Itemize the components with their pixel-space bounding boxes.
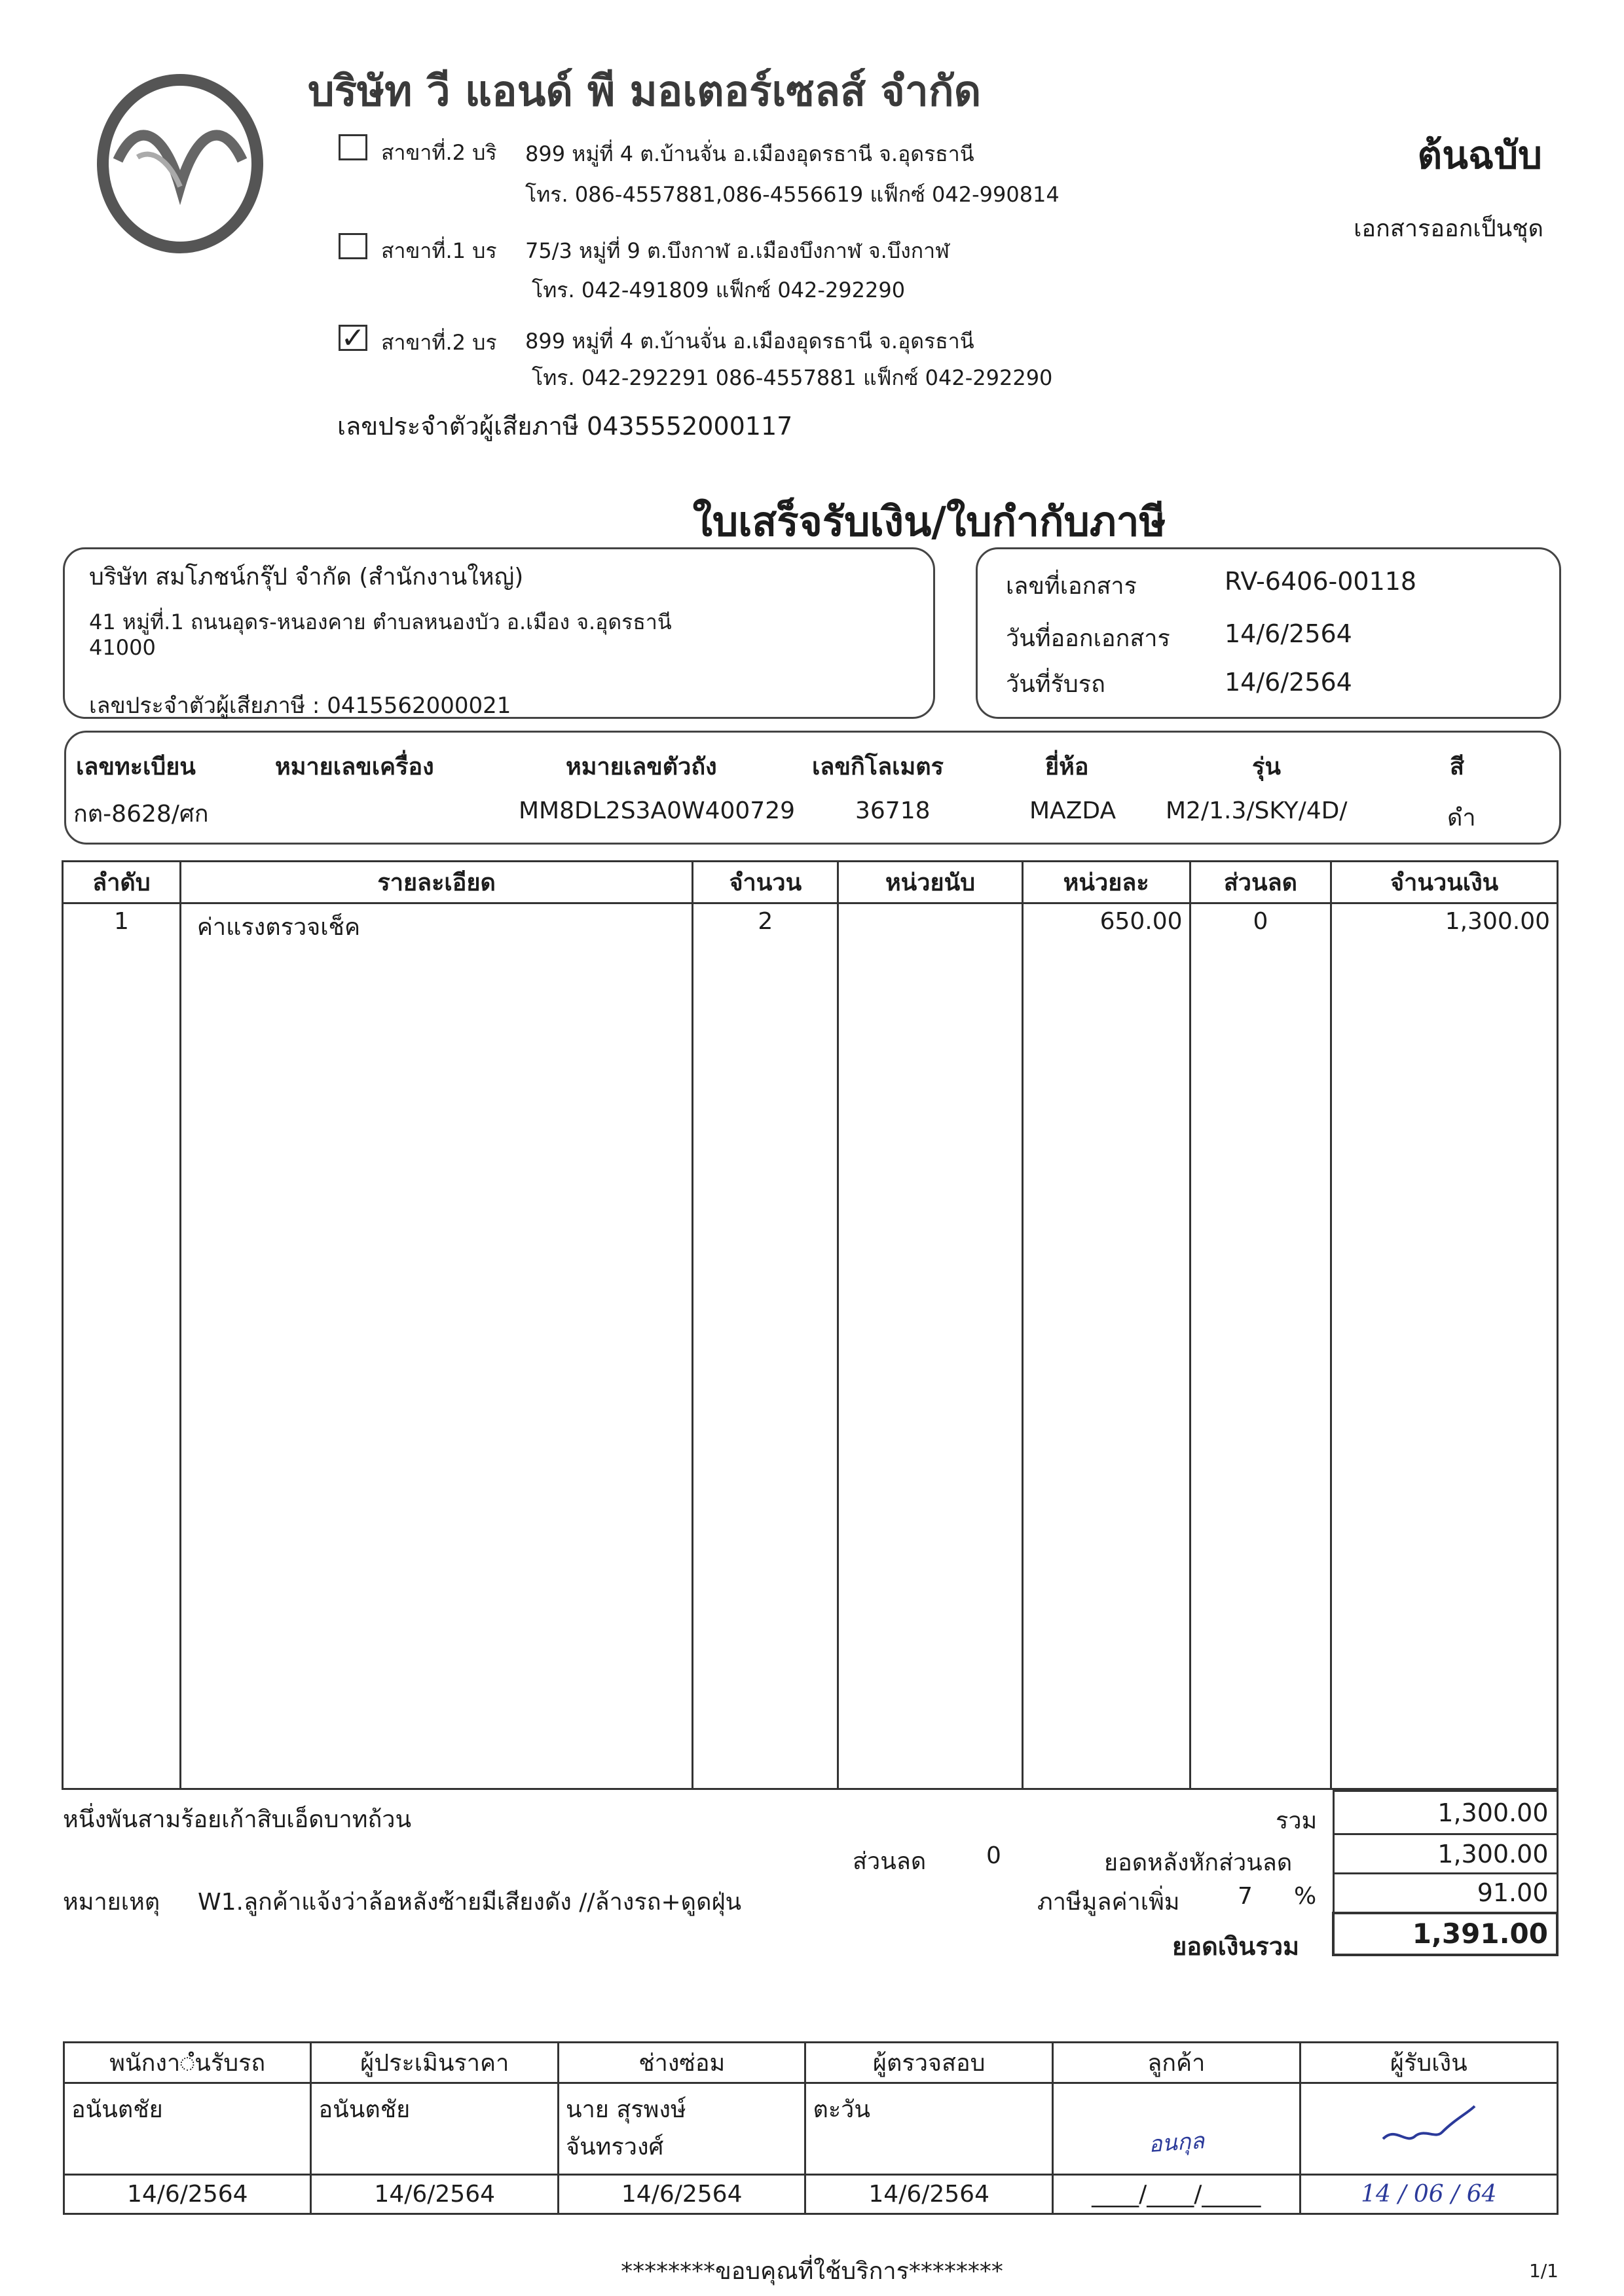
branch-address-1: 899 หมู่ที่ 4 ต.บ้านจั่น อ.เมืองอุดรธานี จ.อุดรธานี [525,141,974,166]
sig-name-estimator [311,2083,558,2175]
document-set-label: เอกสารออกเป็นชุด [1354,215,1543,242]
col-qty: จำนวน [693,862,838,903]
col-no: ลำดับ [63,862,181,903]
customer-tax-id: เลขประจำตัวผู้เสียภาษี : 0415562000021 [89,693,511,719]
customer-handwritten-signature: อนกุล [1147,2127,1206,2158]
document-title: ใบเสร็จรับเงิน/ใบกำกับภาษี [692,498,1166,545]
thank-you-footer: ********ขอบคุณที่ใช้บริการ******** [621,2258,1003,2285]
after-discount-value: 1,300.00 [1333,1834,1557,1874]
grand-total-value: 1,391.00 [1333,1913,1557,1955]
item-unit-price: 650.00 [1022,903,1190,1789]
sig-date-customer: ____/____/_____ [1052,2175,1300,2214]
item-amount: 1,300.00 [1331,903,1558,1789]
sig-name-mechanic [558,2083,805,2175]
branch-address-2: 75/3 หมู่ที่ 9 ต.บึงกาฬ อ.เมืองบึงกาฬ จ.บึงกาฬ [525,238,950,263]
issue-date-label: วันที่ออกเอกสาร [1006,625,1170,652]
sig-name-receiver [64,2083,311,2175]
remark-label: หมายเหตุ [63,1889,160,1916]
sig-header-mechanic: ช่างซ่อม [558,2043,805,2083]
vehicle-header-color: สี [1450,754,1464,780]
vehicle-header-brand: ยี่ห้อ [1045,754,1089,780]
branch-address-3: 899 หมู่ที่ 4 ต.บ้านจั่น อ.เมืองอุดรธานี จ.อุดรธานี [525,329,974,354]
sig-date-receiver: 14/6/2564 [64,2175,311,2214]
branch-label-3: สาขาที่.2 บร [381,330,497,355]
original-label: ต้นฉบับ [1417,133,1542,177]
branch-label-1: สาขาที่.2 บริ [381,140,497,165]
branch-label-2: สาขาที่.1 บร [381,238,497,263]
branch-checkbox-2[interactable] [339,233,367,259]
col-discount: ส่วนลด [1190,862,1331,903]
sig-header-receiver: พนักงา◌ํนรับรถ [64,2043,311,2083]
sig-cashier-signature [1300,2083,1557,2175]
sig-header-estimator: ผู้ประเมินราคา [311,2043,558,2083]
discount-value: 0 [986,1842,1001,1869]
discount-label: ส่วนลด [853,1848,927,1875]
customer-postcode: 41000 [89,635,156,660]
totals-table [1332,1790,1559,1956]
items-table [62,860,1559,1790]
item-description: ค่าแรงตรวจเช็ค [180,903,693,1789]
receive-date-value: 14/6/2564 [1225,668,1352,697]
total-value: 1,300.00 [1333,1791,1557,1834]
mazda-logo [92,72,268,255]
receive-date-label: วันที่รับรถ [1006,671,1105,698]
total-label: รวม [1276,1808,1318,1834]
amount-in-words: หนึ่งพันสามร้อยเก้าสิบเอ็ดบาทถ้วน [63,1806,412,1833]
branch-contact-3: โทร. 042-292291 086-4557881 แฟ็กซ์ 042-292290 [532,365,1053,390]
sig-date-mechanic: 14/6/2564 [558,2175,805,2214]
item-unit [838,903,1023,1789]
table-row [63,903,1558,1789]
sig-name-estimator-text: อนันตชัย [318,2096,411,2123]
signature-table [63,2041,1559,2215]
item-no: 1 [63,903,181,1789]
sig-name-mechanic-line1: นาย สุรพงษ์ [565,2096,686,2123]
sig-date-estimator: 14/6/2564 [311,2175,558,2214]
vehicle-header-engine: หมายเลขเครื่อง [275,754,434,780]
item-qty: 2 [693,903,838,1789]
branch-checkbox-1[interactable] [339,134,367,160]
grand-total-label: ยอดเงินรวม [1172,1932,1300,1961]
vat-rate: 7 [1238,1883,1253,1910]
sig-header-customer: ลูกค้า [1052,2043,1300,2083]
col-unit-price: หน่วยละ [1022,862,1190,903]
cashier-signature-scribble [1376,2100,1481,2152]
sig-name-inspector-text: ตะวัน [813,2096,870,2123]
vehicle-model: M2/1.3/SKY/4D/ [1166,797,1348,824]
item-discount: 0 [1190,903,1331,1789]
sig-date-cashier: 14 / 06 / 64 [1300,2175,1557,2214]
vehicle-plate: กต-8628/ศก [73,801,209,828]
items-header-row [63,862,1558,903]
sig-date-inspector: 14/6/2564 [805,2175,1052,2214]
sig-name-inspector [805,2083,1052,2175]
remark-text: W1.ลูกค้าแจ้งว่าล้อหลังซ้ายมีเสียงดัง //ล้างรถ+ดูดฝุ่น [198,1889,742,1916]
issue-date-value: 14/6/2564 [1225,619,1352,648]
vat-unit: % [1294,1883,1317,1910]
branch-contact-2: โทร. 042-491809 แฟ็กซ์ 042-292290 [532,278,906,302]
branch-checkbox-3[interactable]: ✓ [339,325,367,351]
after-discount-label: ยอดหลังหักส่วนลด [1104,1850,1293,1876]
customer-name: บริษัท สมโภชน์กรุ๊ป จำกัด (สำนักงานใหญ่) [89,564,524,591]
vehicle-header-model: รุ่น [1252,754,1281,780]
page-number: 1/1 [1528,2260,1559,2282]
sig-name-receiver-text: อนันตชัย [71,2096,163,2123]
vehicle-chassis-no: MM8DL2S3A0W400729 [519,797,796,824]
vehicle-header-chassis: หมายเลขตัวถัง [566,754,717,780]
col-description: รายละเอียด [180,862,693,903]
col-unit: หน่วยนับ [838,862,1023,903]
company-name: บริษัท วี แอนด์ พี มอเตอร์เซลส์ จำกัด [308,67,982,116]
company-tax-id: เลขประจำตัวผู้เสียภาษี 0435552000117 [337,412,793,441]
sig-name-mechanic-line2: จันทรวงศ์ [565,2134,664,2160]
vat-label: ภาษีมูลค่าเพิ่ม [1037,1889,1180,1916]
doc-no-value: RV-6406-00118 [1225,567,1417,596]
vehicle-header-plate: เลขทะเบียน [76,754,196,780]
vat-value: 91.00 [1333,1874,1557,1913]
sig-header-inspector: ผู้ตรวจสอบ [805,2043,1052,2083]
doc-no-label: เลขที่เอกสาร [1006,573,1137,600]
vehicle-mileage: 36718 [855,797,931,824]
branch-contact-1: โทร. 086-4557881,086-4556619 แฟ็กซ์ 042-990814 [525,182,1060,207]
col-amount: จำนวนเงิน [1331,862,1558,903]
customer-address: 41 หมู่ที่.1 ถนนอุดร-หนองคาย ตำบลหนองบัว อ.เมือง จ.อุดรธานี [89,610,672,634]
vehicle-header-mileage: เลขกิโลเมตร [812,754,944,780]
vehicle-brand: MAZDA [1029,797,1116,824]
vehicle-color: ดำ [1447,805,1476,831]
sig-header-cashier: ผู้รับเงิน [1300,2043,1557,2083]
sig-customer-signature [1052,2083,1300,2175]
